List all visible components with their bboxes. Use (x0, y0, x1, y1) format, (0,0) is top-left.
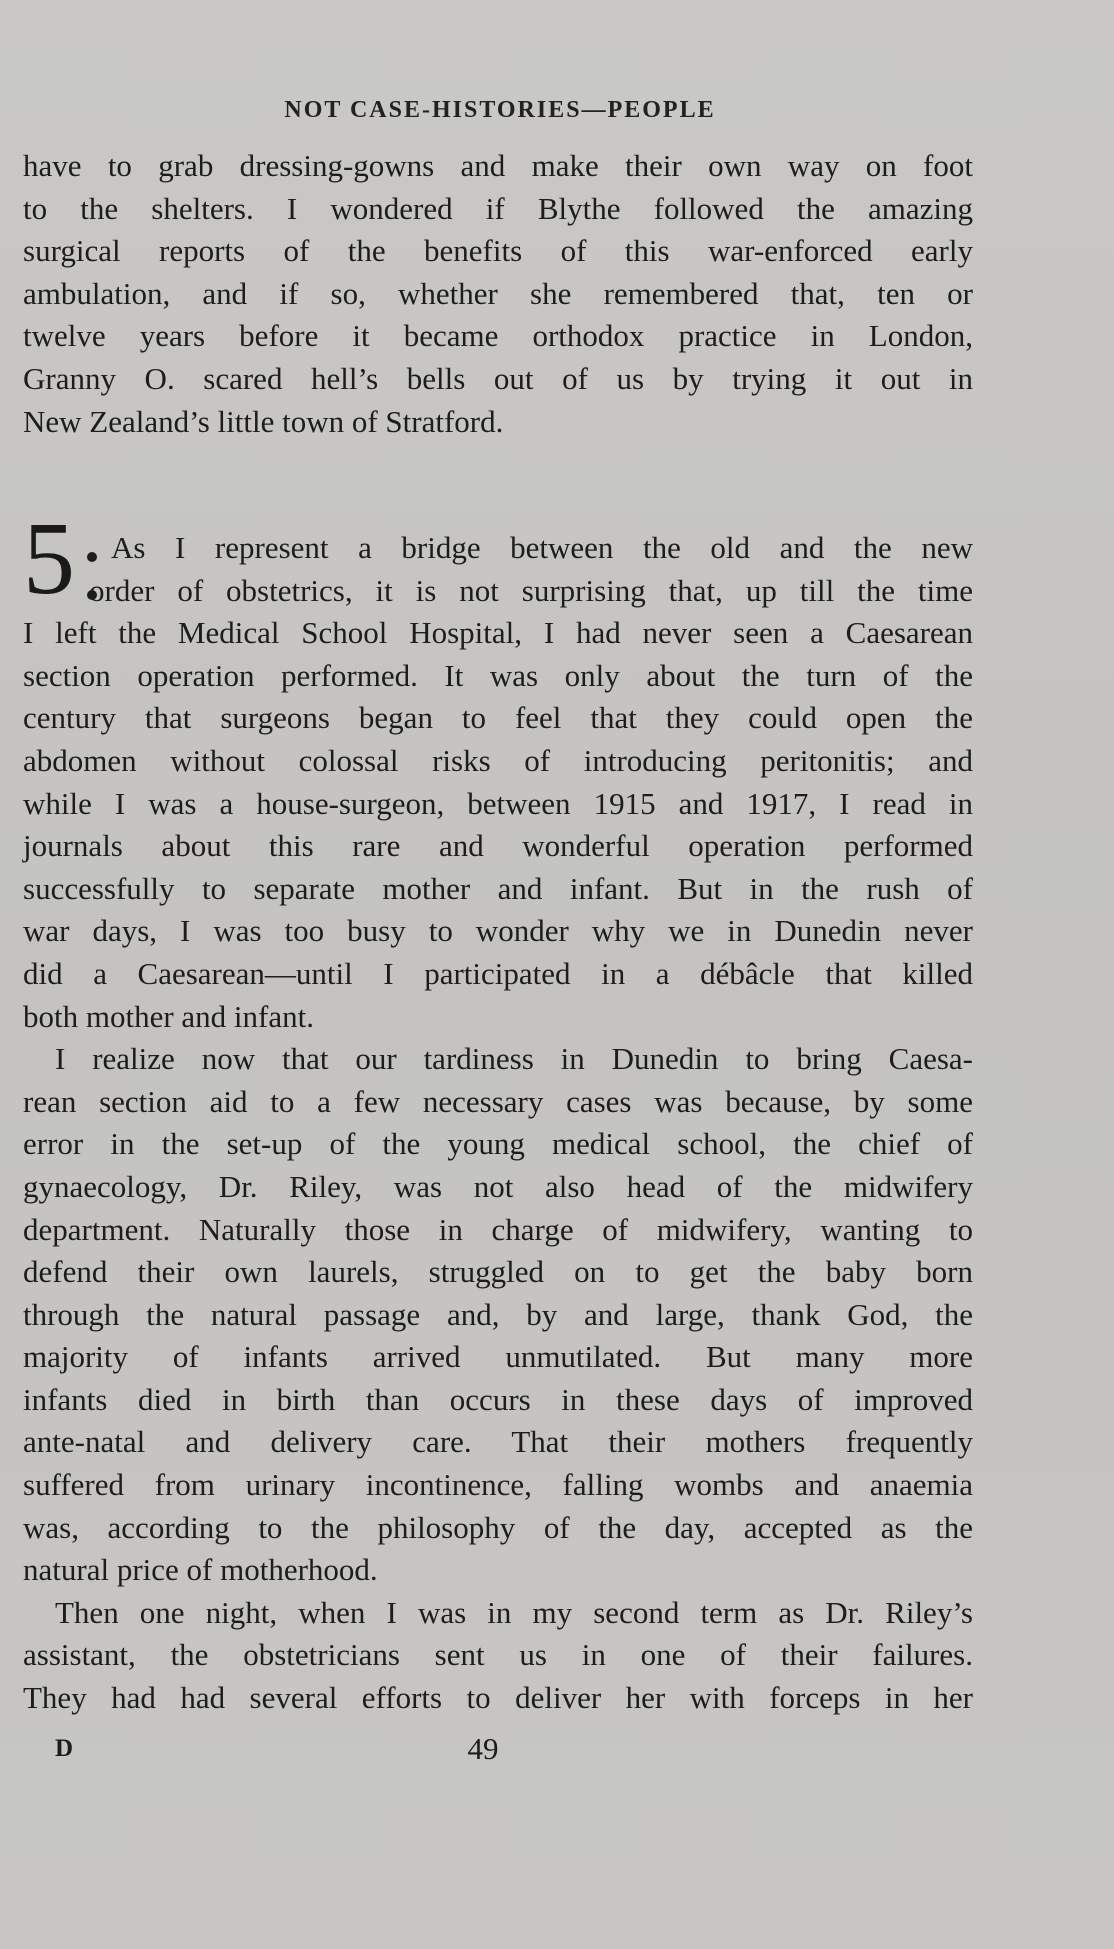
text-line: section operation performed. It was only about the turn of the (23, 657, 973, 693)
text-line: war days, I was too busy to wonder why we in Dunedin never (23, 913, 973, 949)
text-line: through the natural passage and, by and large, thank God, the (23, 1296, 973, 1332)
text-line: to the shelters. I wondered if Blythe followed the amazing (23, 190, 973, 226)
text-line: gynaecology, Dr. Riley, was not also head of the midwifery (23, 1168, 973, 1204)
text-line: suffered from urinary incontinence, falling wombs and anaemia (23, 1467, 973, 1503)
text-line: natural price of motherhood. (23, 1552, 378, 1588)
text-line: journals about this rare and wonderful operation performed (23, 828, 973, 864)
text-line: both mother and infant. (23, 998, 314, 1034)
text-line: I left the Medical School Hospital, I had never seen a Caesarean (23, 615, 973, 651)
text-line: was, according to the philosophy of the day, accepted as the (23, 1509, 973, 1545)
text-line: infants died in birth than occurs in these days of improved (23, 1381, 973, 1417)
text-line: abdomen without colossal risks of introducing peritonitis; and (23, 742, 973, 778)
running-head: NOT CASE-HISTORIES—PEOPLE (284, 97, 716, 123)
signature-mark: D (55, 1735, 74, 1762)
text-line: did a Caesarean—until I participated in a débâcle that killed (23, 955, 973, 991)
text-line: while I was a house-surgeon, between 1915 and 1917, I read in (23, 785, 973, 821)
text-line: successfully to separate mother and infant. But in the rush of (23, 870, 973, 906)
text-line: New Zealand’s little town of Stratford. (23, 403, 504, 439)
text-line: Granny O. scared hell’s bells out of us by trying it out in (23, 360, 973, 396)
text-line: have to grab dressing-gowns and make their own way on foot (23, 148, 973, 183)
section-body (23, 527, 973, 1720)
text-line: rean section aid to a few necessary cases was because, by some (23, 1083, 973, 1119)
text-line: defend their own laurels, struggled on to get the baby born (23, 1254, 973, 1290)
text-line: majority of infants arrived unmutilated. But many more (23, 1339, 973, 1375)
text-line: error in the set-up of the young medical school, the chief of (23, 1126, 973, 1162)
text-line: assistant, the obstetricians sent us in one of their failures. (23, 1637, 973, 1673)
text-line: Then one night, when I was in my second term as Dr. Riley’s (55, 1594, 973, 1630)
text-line: They had had several efforts to deliver her with forceps in her (23, 1680, 973, 1716)
section-number: 5 (23, 501, 75, 616)
page-number: 49 (467, 1731, 499, 1766)
text-line: I realize now that our tardiness in Dunedin to bring Caesa- (55, 1041, 973, 1077)
text-line: twelve years before it became orthodox practice in London, (23, 318, 973, 354)
text-line: century that surgeons began to feel that they could open the (23, 700, 973, 736)
paragraph-intro (23, 145, 973, 443)
text-line: surgical reports of the benefits of this war-enforced early (23, 233, 973, 269)
text-line: ante-natal and delivery care. That their mothers frequently (23, 1424, 973, 1460)
text-line: order of obstetrics, it is not surprising that, up till the time (89, 572, 973, 608)
text-line: ambulation, and if so, whether she remembered that, ten or (23, 275, 973, 311)
text-line: As I represent a bridge between the old and the new (111, 530, 973, 565)
text-line: department. Naturally those in charge of midwifery, wanting to (23, 1211, 973, 1247)
